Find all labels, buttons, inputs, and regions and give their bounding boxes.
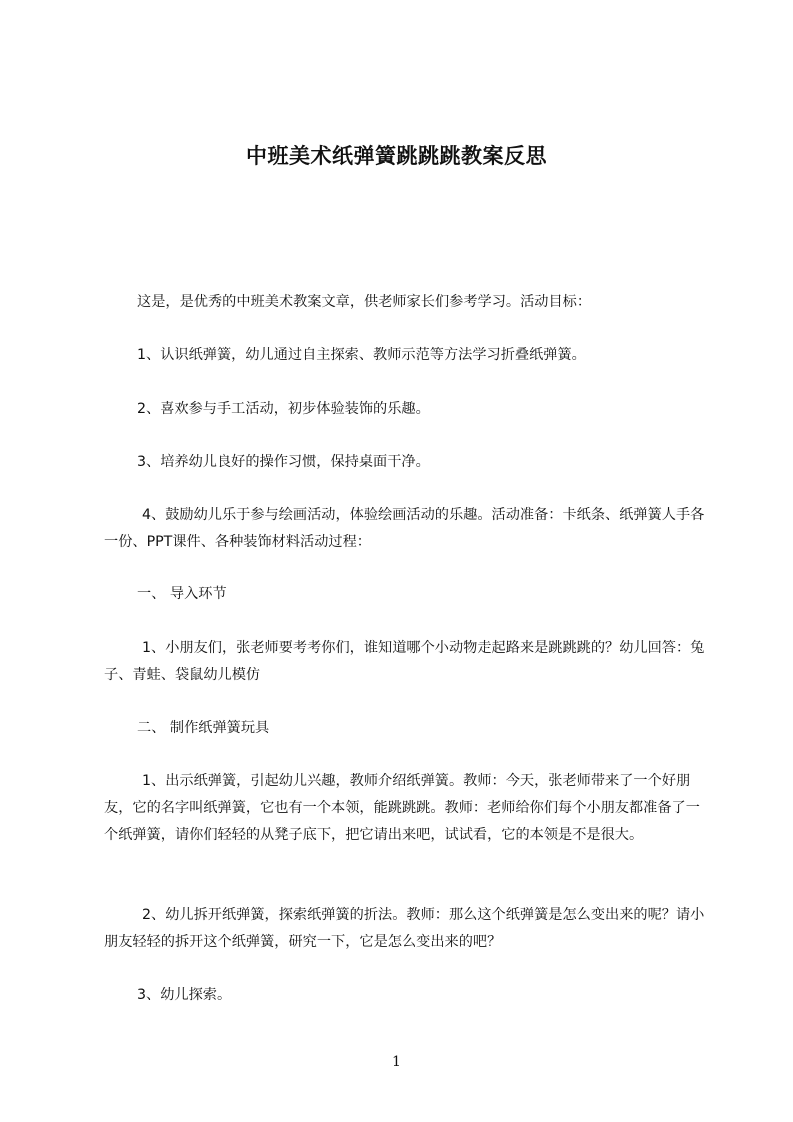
- page-number: 1: [392, 1054, 401, 1070]
- paragraph-goal-2: 2、喜欢参与手工活动，初步体验装饰的乐趣。: [137, 401, 430, 417]
- paragraph-goal-4: 4、鼓励幼儿乐于参与绘画活动，体验绘画活动的乐趣。活动准备：卡纸条、纸弹簧人手各一份、PPT课件、各种装饰材料活动过程：: [104, 507, 705, 550]
- section-heading-2: 二、 制作纸弹簧玩具: [137, 720, 270, 736]
- document-title: 中班美术纸弹簧跳跳跳教案反思: [246, 144, 547, 168]
- paragraph-make-step-1: 1、出示纸弹簧，引起幼儿兴趣，教师介绍纸弹簧。教师：今天，张老师带来了一个好朋友，它的名字叫纸弹簧，它也有一个本领，能跳跳跳。教师：老师给你们每个小朋友都准备了一个纸弹簧，请你们轻轻的从凳子底下，把它请出来吧，试试看，它的本领是不是很大。: [104, 773, 700, 843]
- paragraph-goal-3: 3、培养幼儿良好的操作习惯，保持桌面干净。: [137, 454, 430, 470]
- paragraph-intro-step-1: 1、小朋友们，张老师要考考你们，谁知道哪个小动物走起路来是跳跳跳的？幼儿回答：兔子、青蛙、袋鼠幼儿模仿: [104, 640, 705, 683]
- paragraph-goal-1: 1、认识纸弹簧，幼儿通过自主探索、教师示范等方法学习折叠纸弹簧。: [137, 347, 586, 363]
- paragraph-make-step-3: 3、幼儿探索。: [137, 987, 232, 1003]
- section-heading-1: 一、 导入环节: [137, 586, 227, 602]
- paragraph-make-step-2: 2、幼儿拆开纸弹簧，探索纸弹簧的折法。教师：那么这个纸弹簧是怎么变出来的呢？请小朋友轻轻的拆开这个纸弹簧，研究一下，它是怎么变出来的吧？: [104, 907, 705, 950]
- paragraph-intro: 这是，是优秀的中班美术教案文章，供老师家长们参考学习。活动目标：: [137, 294, 592, 310]
